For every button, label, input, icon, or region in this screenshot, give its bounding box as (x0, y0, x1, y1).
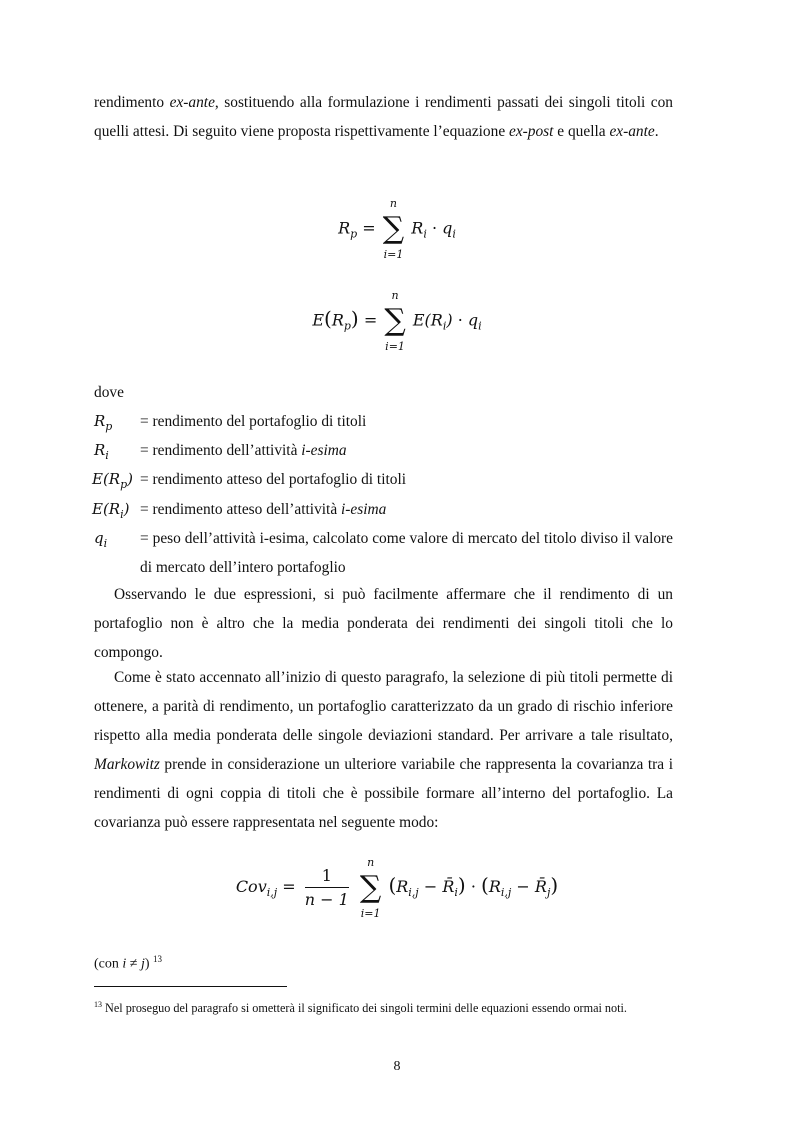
definition-row (94, 436, 673, 465)
definition-text: = rendimento del portafoglio di titoli (140, 413, 367, 430)
footnote-reference: 13 (153, 954, 163, 964)
definition-text: = peso dell’attività i-esima, calcolato come valore di mercato del titolo diviso il valore di mercato dell’intero portafoglio (140, 530, 673, 576)
definition-symbol: $R_p$ (94, 412, 113, 433)
definition-symbol: $q_i$ (94, 529, 108, 550)
definition-text: = rendimento atteso del portafoglio di titoli (140, 471, 406, 488)
equation-portfolio-return-ex-post: $R_p$ = ∑ n i=1 $R_i \cdot q_i$ (338, 197, 456, 261)
definition-symbol: $R_i$ (94, 441, 109, 462)
footnote-separator (94, 986, 287, 987)
definition-text: = rendimento atteso dell’attività i-esima (140, 501, 387, 518)
definition-text: = rendimento dell’attività i-esima (140, 442, 347, 459)
definition-row (94, 465, 673, 494)
page-number: 8 (393, 1059, 401, 1074)
dove-label: dove (94, 384, 124, 401)
definition-row (94, 407, 673, 436)
equation-portfolio-return-ex-ante: $E(R_p)$ = ∑ n i=1 $E(R_i) \cdot q_i$ (312, 289, 482, 353)
definition-symbol: $E(R_p)$ (92, 470, 134, 491)
definition-row (94, 524, 673, 582)
footnote: $^{13}$ Nel proseguo del paragrafo si ometterà il significato dei singoli termini delle equazioni essendo ormai noti. (94, 1000, 627, 1016)
fraction: $\frac{1}{n - 1}$ (304, 866, 349, 909)
condition-note: (con i ≠ j) $^{13}$ (94, 954, 163, 972)
equation-covariance: Cov$_{i,j}$ = $\frac{1}{n - 1}$ ∑ n i=1 ($R_{i,j}$ − $R̄_i) \cdot (R_{i,j}$ − $R̄_j$) (235, 855, 559, 920)
definition-row (94, 495, 673, 524)
definition-symbol: $E(R_i)$ (92, 500, 130, 521)
markowitz-paragraph: Come è stato accennato all’inizio di questo paragrafo, la selezione di più titoli permette di ottenere, a parità di rendimento, un portafoglio caratterizzato da un grado di rischio inferiore rispetto alla media ponderata delle singole deviazioni standard. Per arrivare a tale risultato, Markowitz prende in considerazione un ulteriore variabile che rappresenta la covarianza tra i rendimenti di ogni coppia di titoli che è possibile formare all’interno del portafoglio. La covarianza può essere rappresentata nel seguente modo: (94, 669, 673, 831)
intro-paragraph: rendimento ex-ante, sostituendo alla formulazione i rendimenti passati dei singoli titoli con quelli attesi. Di seguito viene proposta rispettivamente l’equazione ex-post e quella ex-ante. (94, 94, 673, 140)
observation-paragraph: Osservando le due espressioni, si può facilmente affermare che il rendimento di un portafoglio non è altro che la media ponderata dei rendimenti dei singoli titoli che lo compongo. (94, 586, 673, 661)
